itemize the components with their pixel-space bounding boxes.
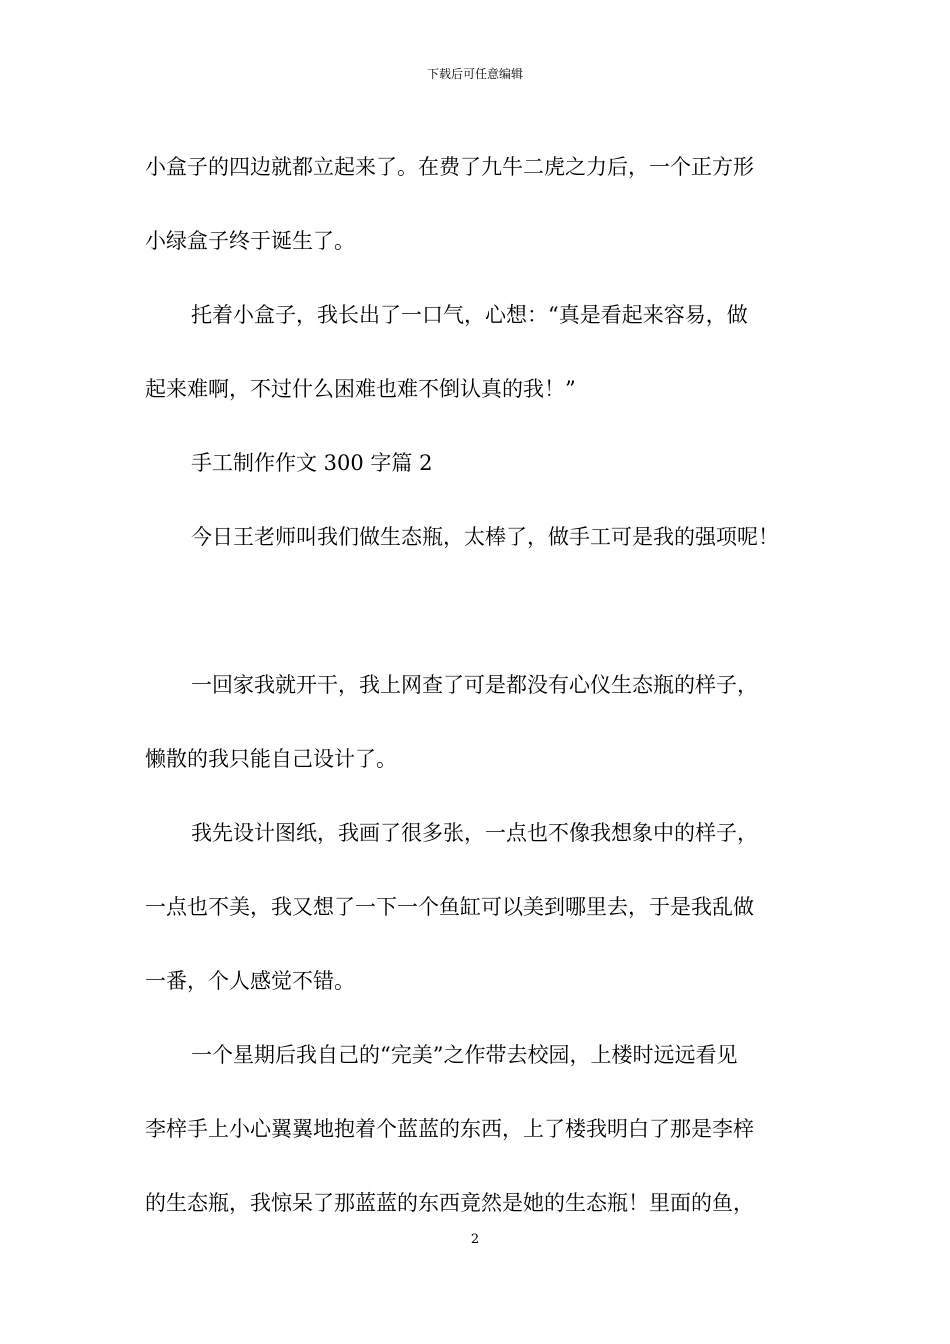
text-line: 今日王老师叫我们做生态瓶，太棒了，做手工可是我的强项呢！ xyxy=(191,525,779,549)
text-line: 一个星期后我自己的“完美”之作带去校园，上楼时远远看见 xyxy=(191,1043,738,1067)
blank-line xyxy=(145,574,835,648)
text-line: 小盒子的四边就都立起来了。在费了九牛二虎之力后，一个正方形 xyxy=(145,155,754,179)
text-line: 李梓手上小心翼翼地抱着个蓝蓝的东西，上了楼我明白了那是李梓 xyxy=(145,1117,754,1141)
text-line: 的生态瓶，我惊呆了那蓝蓝的东西竟然是她的生态瓶！里面的鱼， xyxy=(145,1191,754,1215)
text-line: 托着小盒子，我长出了一口气，心想：“真是看起来容易，做 xyxy=(191,303,748,327)
section-heading: 手工制作作文 300 字篇 2 xyxy=(191,451,433,475)
page-header: 下载后可任意编辑 xyxy=(426,67,523,81)
text-line: 小绿盒子终于诞生了。 xyxy=(145,229,355,253)
text-line: 一番，个人感觉不错。 xyxy=(145,969,355,993)
text-line: 我先设计图纸，我画了很多张，一点也不像我想象中的样子， xyxy=(191,821,758,845)
document-body xyxy=(145,130,835,1240)
text-line: 懒散的我只能自己设计了。 xyxy=(145,747,397,771)
page-number: 2 xyxy=(470,1232,480,1247)
text-line: 一回家我就开干，我上网查了可是都没有心仪生态瓶的样子， xyxy=(191,673,758,697)
text-line: 起来难啊，不过什么困难也难不倒认真的我！” xyxy=(145,377,576,401)
text-line: 一点也不美，我又想了一下一个鱼缸可以美到哪里去，于是我乱做 xyxy=(145,895,754,919)
